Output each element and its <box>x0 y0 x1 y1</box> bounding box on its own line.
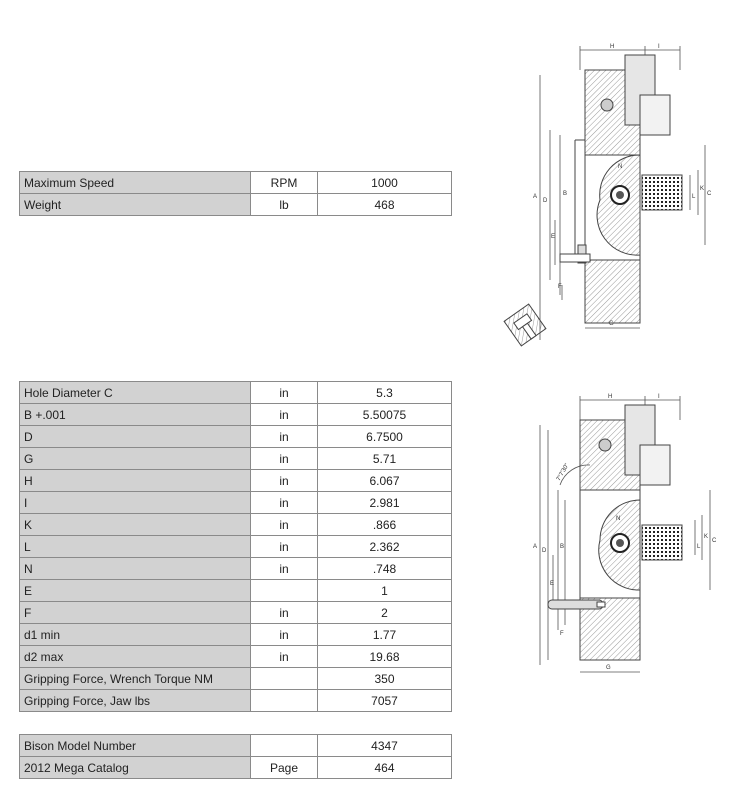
row-label: 2012 Mega Catalog <box>20 757 251 779</box>
row-label: D <box>20 426 251 448</box>
table-row <box>20 514 452 536</box>
row-unit: in <box>251 448 318 470</box>
table-row <box>20 172 452 194</box>
row-value: .866 <box>318 514 452 536</box>
dim-label-a: A <box>533 194 538 200</box>
dim-label-h: H <box>608 394 613 400</box>
dim-label-c: C <box>712 538 717 544</box>
table-row <box>20 668 452 690</box>
row-unit: in <box>251 470 318 492</box>
row-unit <box>251 690 318 712</box>
row-label: N <box>20 558 251 580</box>
table-row <box>20 194 452 216</box>
table-row <box>20 757 452 779</box>
row-value: 1 <box>318 580 452 602</box>
dim-label-e: E <box>551 234 556 240</box>
dim-label-a: A <box>533 544 538 550</box>
row-value: 19.68 <box>318 646 452 668</box>
dim-label-b: B <box>563 191 568 197</box>
row-unit: in <box>251 624 318 646</box>
row-value: 350 <box>318 668 452 690</box>
row-value: 5.71 <box>318 448 452 470</box>
row-unit <box>251 580 318 602</box>
row-value: 1.77 <box>318 624 452 646</box>
row-label: F <box>20 602 251 624</box>
row-unit: in <box>251 646 318 668</box>
dim-label-h: H <box>610 44 615 50</box>
row-label: d2 max <box>20 646 251 668</box>
dim-label-l: L <box>697 544 701 550</box>
row-value: .748 <box>318 558 452 580</box>
table-row <box>20 492 452 514</box>
row-unit: in <box>251 382 318 404</box>
dim-label-f: F <box>558 284 562 290</box>
row-label: Hole Diameter C <box>20 382 251 404</box>
dim-label-e: E <box>550 581 555 587</box>
row-unit <box>251 668 318 690</box>
row-value: 6.7500 <box>318 426 452 448</box>
dim-label-g: G <box>606 665 611 671</box>
row-value: 6.067 <box>318 470 452 492</box>
chuck-drawing-top <box>500 40 715 370</box>
dim-label-k: K <box>704 534 709 540</box>
table-row <box>20 448 452 470</box>
row-value: 468 <box>318 194 452 216</box>
row-value: 4347 <box>318 735 452 757</box>
row-label: K <box>20 514 251 536</box>
table-row <box>20 536 452 558</box>
table-row <box>20 470 452 492</box>
table-row <box>20 404 452 426</box>
dim-label-c: C <box>707 191 712 197</box>
row-label: I <box>20 492 251 514</box>
spec-table-catalog <box>19 734 452 779</box>
dim-label-f: F <box>560 631 564 637</box>
table-row <box>20 580 452 602</box>
row-value: 2.981 <box>318 492 452 514</box>
dim-label-b: B <box>560 544 565 550</box>
row-label: L <box>20 536 251 558</box>
row-value: 464 <box>318 757 452 779</box>
row-label: Gripping Force, Wrench Torque NM <box>20 668 251 690</box>
table-row <box>20 646 452 668</box>
row-value: 5.50075 <box>318 404 452 426</box>
dim-label-i: I <box>658 394 660 400</box>
row-label: d1 min <box>20 624 251 646</box>
row-unit: in <box>251 536 318 558</box>
row-label: G <box>20 448 251 470</box>
dim-label-n: N <box>616 516 621 522</box>
row-label: Bison Model Number <box>20 735 251 757</box>
table-row <box>20 426 452 448</box>
spec-table-dimensions <box>19 381 452 712</box>
spec-table-speed-weight <box>19 171 452 216</box>
row-value: 7057 <box>318 690 452 712</box>
row-unit: in <box>251 602 318 624</box>
chuck-drawing-bottom <box>520 390 720 690</box>
table-row <box>20 690 452 712</box>
row-unit: RPM <box>251 172 318 194</box>
table-row <box>20 382 452 404</box>
row-label: Gripping Force, Jaw lbs <box>20 690 251 712</box>
row-value: 2 <box>318 602 452 624</box>
table-row <box>20 602 452 624</box>
row-unit: in <box>251 492 318 514</box>
dim-label-d: D <box>543 198 548 204</box>
row-label: E <box>20 580 251 602</box>
row-label: Weight <box>20 194 251 216</box>
row-value: 5.3 <box>318 382 452 404</box>
row-value: 2.362 <box>318 536 452 558</box>
dim-label-i: I <box>658 44 660 50</box>
row-unit <box>251 735 318 757</box>
row-unit: in <box>251 426 318 448</box>
row-unit: in <box>251 514 318 536</box>
row-unit: lb <box>251 194 318 216</box>
row-unit: Page <box>251 757 318 779</box>
row-label: H <box>20 470 251 492</box>
dim-label-angle: 7°7'30" <box>555 462 571 483</box>
table-row <box>20 558 452 580</box>
row-label: B +.001 <box>20 404 251 426</box>
row-value: 1000 <box>318 172 452 194</box>
table-row <box>20 624 452 646</box>
dim-label-k: K <box>700 186 705 192</box>
dim-label-n: N <box>618 164 623 170</box>
row-label: Maximum Speed <box>20 172 251 194</box>
dim-label-d: D <box>542 548 547 554</box>
row-unit: in <box>251 404 318 426</box>
dim-label-g: G <box>609 321 614 327</box>
table-row <box>20 735 452 757</box>
dim-label-l: L <box>692 194 696 200</box>
row-unit: in <box>251 558 318 580</box>
